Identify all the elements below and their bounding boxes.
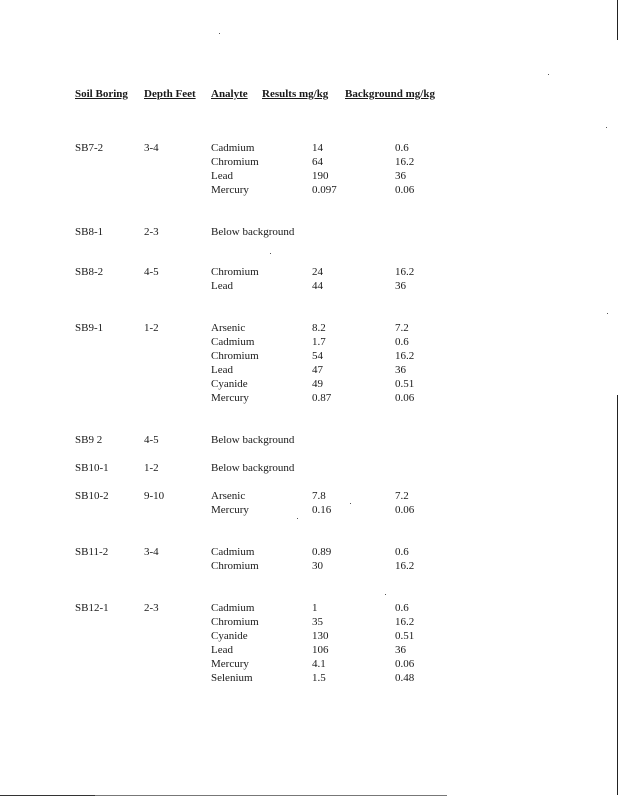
analyte-name: Chromium — [211, 350, 259, 362]
result-value: 0.89 — [312, 546, 332, 558]
background-value: 16.2 — [395, 616, 415, 628]
scan-speck — [606, 127, 607, 128]
analyte-name: Chromium — [211, 266, 259, 278]
analyte-name: Lead — [211, 644, 233, 656]
background-value: 0.6 — [395, 142, 409, 154]
soil-boring-id: SB7-2 — [75, 142, 104, 154]
analyte-name: Mercury — [211, 658, 249, 670]
scan-speck — [385, 594, 386, 595]
analyte-name: Cyanide — [211, 378, 248, 390]
footer-rule — [0, 795, 95, 796]
result-value: 1.7 — [312, 336, 326, 348]
soil-boring-id: SB10-2 — [75, 490, 109, 502]
analyte-name: Cyanide — [211, 630, 248, 642]
background-value: 0.06 — [395, 392, 415, 404]
background-value: 0.6 — [395, 602, 409, 614]
analyte-name: Lead — [211, 280, 233, 292]
result-value: 47 — [312, 364, 323, 376]
result-value: 44 — [312, 280, 323, 292]
soil-boring-id: SB9 2 — [75, 434, 103, 446]
soil-boring-id: SB10-1 — [75, 462, 109, 474]
background-value: 0.06 — [395, 658, 415, 670]
background-value: 0.06 — [395, 504, 415, 516]
scan-speck — [270, 253, 271, 254]
background-value: 7.2 — [395, 322, 409, 334]
scan-speck — [297, 518, 298, 519]
background-value: 36 — [395, 364, 406, 376]
result-value: 54 — [312, 350, 323, 362]
analyte-name: Below background — [211, 226, 295, 238]
scan-speck — [350, 503, 351, 504]
header-results: Results mg/kg — [262, 88, 329, 100]
background-value: 7.2 — [395, 490, 409, 502]
background-value: 0.48 — [395, 672, 415, 684]
soil-boring-id: SB11-2 — [75, 546, 109, 558]
background-value: 16.2 — [395, 350, 415, 362]
result-value: 106 — [312, 644, 329, 656]
analyte-name: Mercury — [211, 504, 249, 516]
depth-feet: 3-4 — [144, 546, 159, 558]
result-value: 64 — [312, 156, 323, 168]
result-value: 35 — [312, 616, 323, 628]
result-value: 1 — [312, 602, 318, 614]
analyte-name: Arsenic — [211, 322, 246, 334]
background-value: 16.2 — [395, 560, 415, 572]
result-value: 30 — [312, 560, 323, 572]
analyte-name: Lead — [211, 364, 233, 376]
header-soil-boring: Soil Boring — [75, 88, 128, 100]
result-value: 24 — [312, 266, 323, 278]
scan-edge-mark — [617, 395, 618, 795]
analyte-name: Cadmium — [211, 336, 255, 348]
analyte-name: Lead — [211, 170, 233, 182]
background-value: 0.51 — [395, 630, 415, 642]
result-value: 130 — [312, 630, 329, 642]
analyte-name: Selenium — [211, 672, 253, 684]
background-value: 0.6 — [395, 336, 409, 348]
background-value: 16.2 — [395, 266, 415, 278]
analyte-name: Cadmium — [211, 546, 255, 558]
depth-feet: 1-2 — [144, 462, 159, 474]
soil-boring-id: SB9-1 — [75, 322, 104, 334]
soil-boring-id: SB12-1 — [75, 602, 109, 614]
depth-feet: 1-2 — [144, 322, 159, 334]
depth-feet: 2-3 — [144, 602, 159, 614]
result-value: 7.8 — [312, 490, 326, 502]
scan-speck — [607, 313, 608, 314]
analyte-name: Mercury — [211, 184, 249, 196]
background-value: 0.51 — [395, 378, 415, 390]
scan-edge-mark — [617, 0, 618, 40]
soil-boring-id: SB8-1 — [75, 226, 104, 238]
analyte-name: Arsenic — [211, 490, 246, 502]
analyte-name: Mercury — [211, 392, 249, 404]
depth-feet: 9-10 — [144, 490, 165, 502]
result-value: 4.1 — [312, 658, 326, 670]
background-value: 16.2 — [395, 156, 415, 168]
depth-feet: 2-3 — [144, 226, 159, 238]
analyte-name: Cadmium — [211, 142, 255, 154]
footer-rule — [95, 795, 447, 796]
background-value: 0.06 — [395, 184, 415, 196]
result-value: 0.097 — [312, 184, 337, 196]
background-value: 0.6 — [395, 546, 409, 558]
background-value: 36 — [395, 280, 406, 292]
analyte-name: Below background — [211, 434, 295, 446]
result-value: 190 — [312, 170, 329, 182]
result-value: 14 — [312, 142, 323, 154]
depth-feet: 3-4 — [144, 142, 159, 154]
depth-feet: 4-5 — [144, 434, 159, 446]
result-value: 49 — [312, 378, 323, 390]
analyte-name: Chromium — [211, 156, 259, 168]
scan-speck — [219, 33, 220, 34]
header-analyte: Analyte — [211, 88, 248, 100]
result-value: 0.16 — [312, 504, 332, 516]
scan-speck — [548, 74, 549, 75]
result-value: 1.5 — [312, 672, 326, 684]
background-value: 36 — [395, 170, 406, 182]
analyte-name: Cadmium — [211, 602, 255, 614]
analyte-name: Chromium — [211, 560, 259, 572]
header-background: Background mg/kg — [345, 88, 435, 100]
depth-feet: 4-5 — [144, 266, 159, 278]
result-value: 0.87 — [312, 392, 332, 404]
analyte-name: Below background — [211, 462, 295, 474]
result-value: 8.2 — [312, 322, 326, 334]
background-value: 36 — [395, 644, 406, 656]
header-depth-feet: Depth Feet — [144, 88, 196, 100]
soil-boring-id: SB8-2 — [75, 266, 104, 278]
analyte-name: Chromium — [211, 616, 259, 628]
